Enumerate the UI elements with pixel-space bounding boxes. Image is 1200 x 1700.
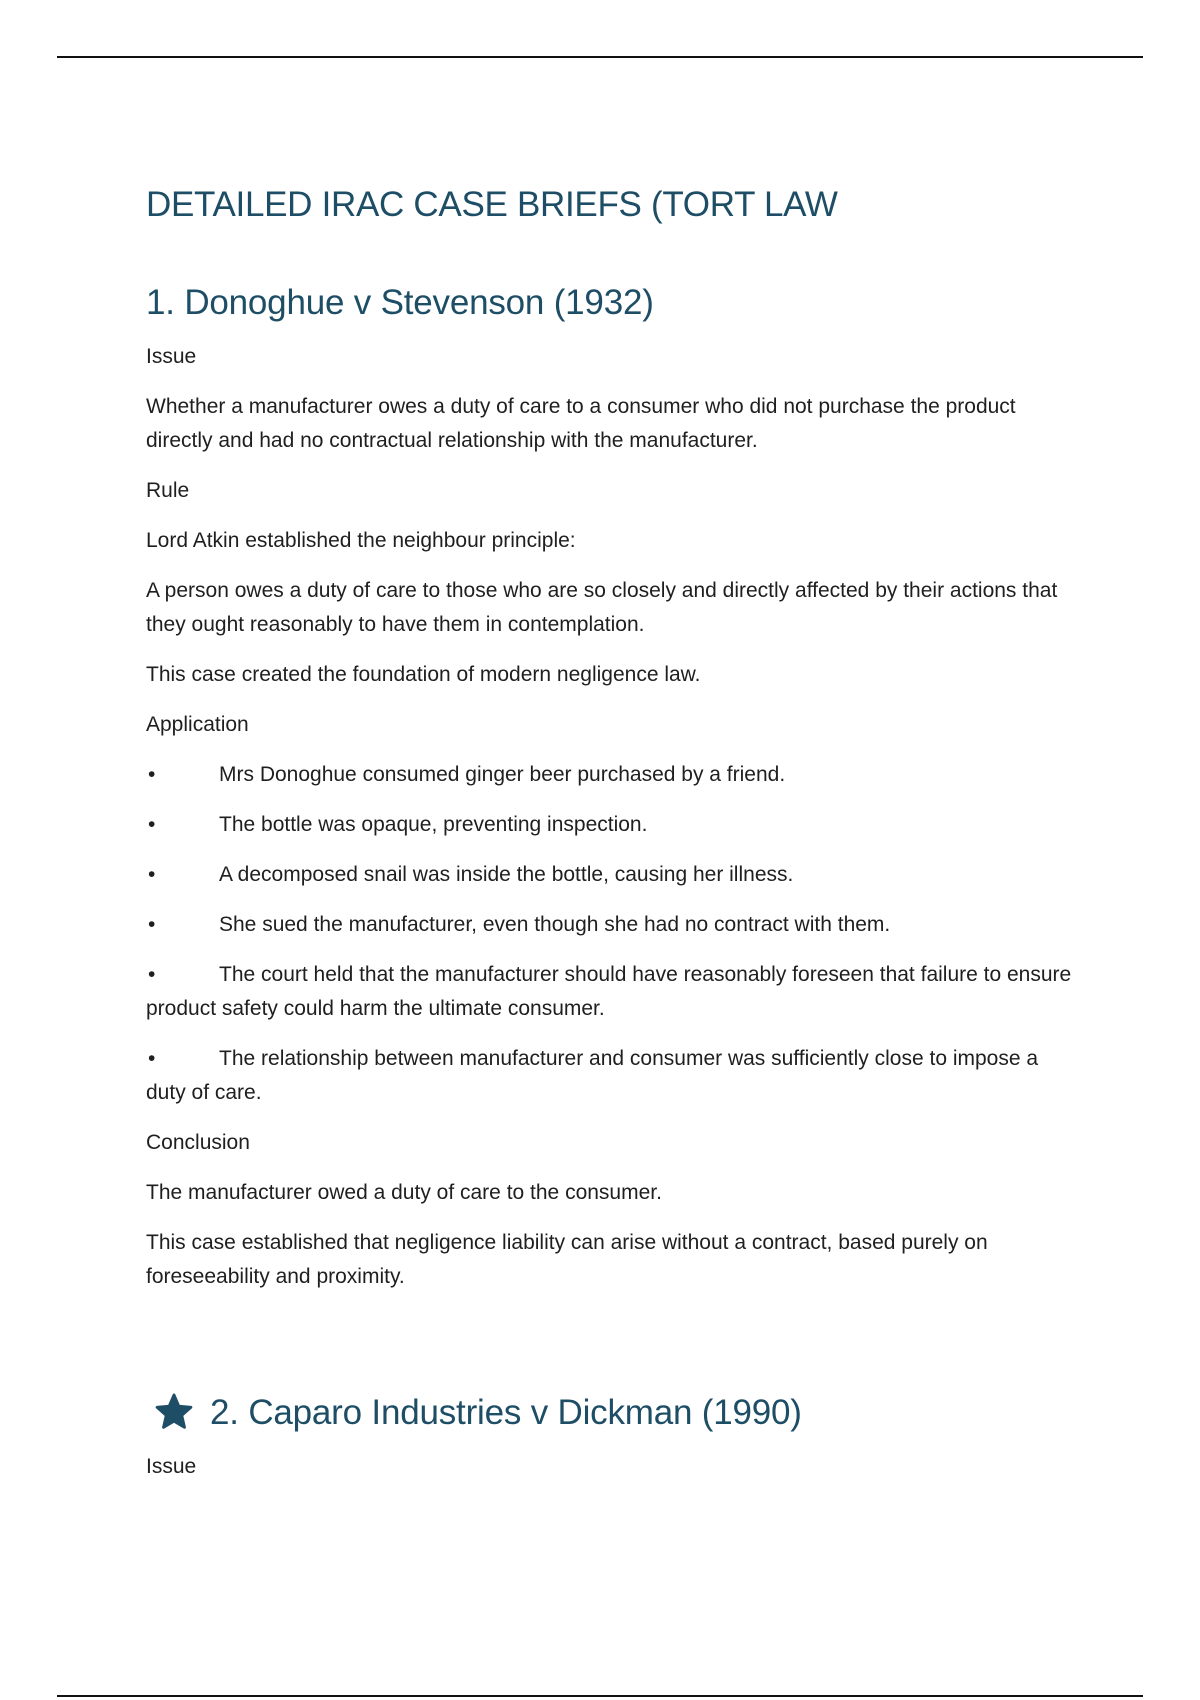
bullet-text: Mrs Donoghue consumed ginger beer purchased by a friend. (219, 763, 786, 786)
rule-paragraph: A person owes a duty of care to those who are so closely and directly affected by their actions that they ought reasonably to have them in contemplation. (146, 579, 1058, 636)
issue-label: Issue (146, 345, 197, 368)
list-item (146, 808, 1076, 842)
conclusion-paragraph: This case established that negligence liability can arise without a contract, based purely on foreseeability and proximity. (146, 1231, 988, 1288)
bullet-text: The relationship between manufacturer and consumer was sufficiently close to impose a duty of care. (146, 1047, 1039, 1104)
rule-paragraph: Lord Atkin established the neighbour principle: (146, 529, 576, 552)
bullet-icon: • (148, 913, 156, 936)
case-caparo-v-dickman (146, 1388, 1076, 1484)
list-item (146, 758, 1076, 792)
conclusion-paragraph: The manufacturer owed a duty of care to the consumer. (146, 1181, 662, 1204)
bullet-icon: • (148, 963, 156, 986)
case-heading: 1. Donoghue v Stevenson (1932) (146, 283, 654, 322)
bullet-text: The bottle was opaque, preventing inspection. (219, 813, 648, 836)
application-bullet-list (146, 758, 1076, 1110)
bullet-icon: • (148, 863, 156, 886)
top-rule-line (57, 56, 1143, 58)
list-item (146, 908, 1076, 942)
rule-label: Rule (146, 479, 190, 502)
bullet-icon: • (148, 763, 156, 786)
document-body (146, 180, 1076, 1500)
bullet-icon: • (148, 1047, 156, 1070)
rule-paragraph: This case created the foundation of modern negligence law. (146, 663, 701, 686)
bullet-text: The court held that the manufacturer should have reasonably foreseen that failure to ensure product safety could harm the ultimate consumer. (146, 963, 1072, 1020)
bottom-rule-line (57, 1695, 1143, 1697)
issue-text: Whether a manufacturer owes a duty of care to a consumer who did not purchase the product directly and had no contractual relationship with the manufacturer. (146, 395, 1016, 452)
bullet-icon: • (148, 813, 156, 836)
star-icon (152, 1391, 196, 1435)
bullet-text: She sued the manufacturer, even though she had no contract with them. (219, 913, 891, 936)
application-label: Application (146, 713, 249, 736)
conclusion-label: Conclusion (146, 1131, 250, 1154)
list-item (146, 858, 1076, 892)
list-item (146, 958, 1076, 1026)
list-item (146, 1042, 1076, 1110)
case-heading-text: 2. Caparo Industries v Dickman (1990) (210, 1393, 802, 1432)
case-donoghue-v-stevenson (146, 278, 1076, 1294)
issue-label: Issue (146, 1455, 197, 1478)
document-title: DETAILED IRAC CASE BRIEFS (TORT LAW (146, 185, 838, 224)
bullet-text: A decomposed snail was inside the bottle, causing her illness. (219, 863, 794, 886)
case-heading (146, 1388, 1076, 1438)
